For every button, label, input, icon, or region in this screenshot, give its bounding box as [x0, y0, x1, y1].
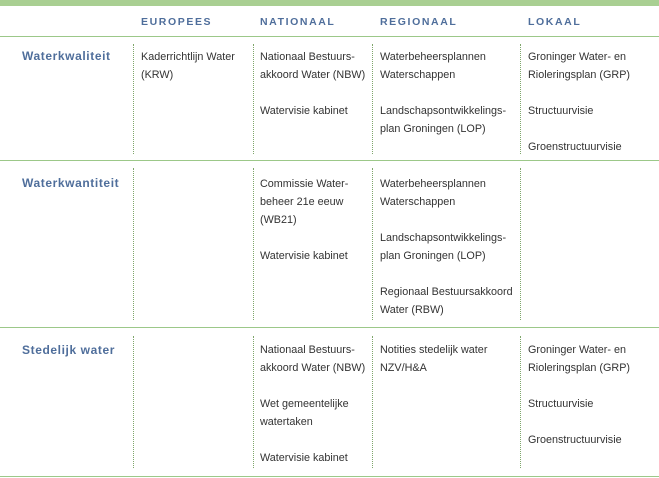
column-divider	[520, 44, 521, 154]
header-lokaal: LOKAAL	[528, 16, 582, 28]
cell-stedelijk-water-lokaal	[528, 341, 654, 449]
cell-waterkwaliteit-lokaal	[528, 48, 654, 156]
cell-waterkwaliteit-europees	[141, 48, 259, 84]
column-divider	[520, 168, 521, 320]
policy-item: Nationaal Bestuurs- akkoord Water (NBW)	[260, 344, 366, 374]
policy-item: Regionaal Bestuursakkoord Water (RBW)	[380, 286, 513, 316]
header-europees: EUROPEES	[141, 16, 213, 28]
cell-stedelijk-water-regionaal	[380, 341, 516, 377]
cell-waterkwaliteit-nationaal	[260, 48, 378, 120]
row-separator-3	[0, 476, 659, 477]
cell-waterkwaliteit-regionaal	[380, 48, 516, 138]
row-label-waterkwantiteit: Waterkwantiteit	[22, 176, 120, 190]
policy-item: Wet gemeentelijke watertaken	[260, 398, 349, 428]
policy-item: Watervisie kabinet	[260, 105, 348, 117]
policy-item: Groenstructuurvisie	[528, 141, 622, 153]
top-accent-bar	[0, 0, 659, 6]
policy-item: Nationaal Bestuurs- akkoord Water (NBW)	[260, 51, 366, 81]
row-label-waterkwaliteit: Waterkwaliteit	[22, 49, 111, 63]
column-divider	[253, 336, 254, 468]
header-regionaal: REGIONAAL	[380, 16, 458, 28]
policy-item: Kaderrichtlijn Water (KRW)	[141, 51, 235, 81]
policy-item: Notities stedelijk water NZV/H&A	[380, 344, 488, 374]
cell-waterkwantiteit-nationaal	[260, 175, 378, 265]
policy-item: Waterbeheersplannen Waterschappen	[380, 51, 486, 81]
column-divider	[133, 336, 134, 468]
row-label-stedelijk-water: Stedelijk water	[22, 343, 116, 357]
policy-item: Landschapsontwikkelings- plan Groningen (LOP)	[380, 232, 507, 262]
policy-item: Watervisie kabinet	[260, 452, 348, 464]
policy-item: Waterbeheersplannen Waterschappen	[380, 178, 486, 208]
column-divider	[253, 168, 254, 320]
policy-item: Structuurvisie	[528, 398, 594, 410]
column-divider	[133, 44, 134, 154]
column-divider	[133, 168, 134, 320]
header-nationaal: NATIONAAL	[260, 16, 336, 28]
policy-item: Landschapsontwikkelings- plan Groningen (LOP)	[380, 105, 507, 135]
policy-item: Groninger Water- en Rioleringsplan (GRP)	[528, 344, 631, 374]
policy-item: Groenstructuurvisie	[528, 434, 622, 446]
column-divider	[520, 336, 521, 468]
row-separator-2	[0, 327, 659, 328]
header-separator	[0, 36, 659, 37]
cell-waterkwantiteit-regionaal	[380, 175, 516, 319]
policy-item: Groninger Water- en Rioleringsplan (GRP)	[528, 51, 631, 81]
policy-item: Watervisie kabinet	[260, 250, 348, 262]
policy-item: Structuurvisie	[528, 105, 594, 117]
cell-stedelijk-water-nationaal	[260, 341, 378, 467]
row-separator-1	[0, 160, 659, 161]
policy-item: Commissie Water- beheer 21e eeuw (WB21)	[260, 178, 349, 226]
